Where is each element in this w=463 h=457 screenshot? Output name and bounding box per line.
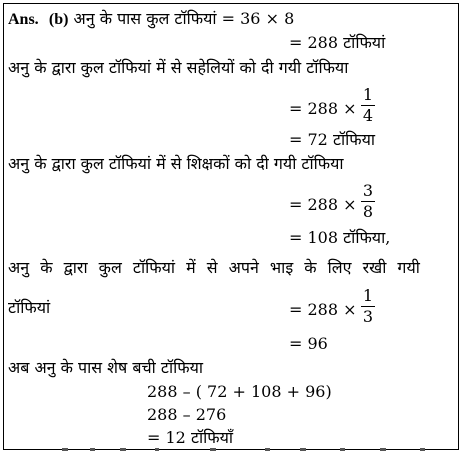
calc-step-1: 288 – ( 72 + 108 + 96) bbox=[147, 382, 332, 401]
fraction-three-eighths bbox=[361, 182, 375, 221]
line2-result: = 72 टॉफिया bbox=[289, 130, 376, 149]
fraction-numerator: 3 bbox=[362, 181, 374, 200]
calc-step-3: = 12 टॉफियाँ bbox=[147, 428, 234, 447]
fraction-denominator: 8 bbox=[362, 202, 374, 221]
fraction-one-fourth bbox=[361, 86, 375, 125]
line3-calc: = 288 × bbox=[289, 195, 357, 214]
answer-heading bbox=[8, 9, 294, 30]
fraction-numerator: 1 bbox=[362, 85, 374, 104]
line1-result: = 288 टॉफियां bbox=[289, 33, 386, 52]
fraction-one-third bbox=[361, 287, 375, 326]
line4-result: = 96 bbox=[289, 334, 328, 353]
fraction-denominator: 4 bbox=[362, 106, 374, 125]
line4-text-continued: टॉफियां bbox=[8, 298, 51, 317]
line5-text: अब अनु के पास शेष बची टॉफिया bbox=[8, 358, 203, 377]
option-label: (b) bbox=[48, 11, 69, 28]
line2-text: अनु के द्वारा कुल टॉफियां में से सहेलियों को दी गयी टॉफिया bbox=[8, 58, 349, 77]
cut-off-text-marks bbox=[0, 448, 463, 457]
line3-text: अनु के द्वारा कुल टॉफियां में से शिक्षकों को दी गयी टॉफिया bbox=[8, 154, 344, 173]
answer-box bbox=[3, 3, 459, 450]
line1-text: अनु के पास कुल टॉफियां = 36 × 8 bbox=[73, 9, 295, 28]
calc-step-2: 288 – 276 bbox=[147, 405, 227, 424]
line2-calc: = 288 × bbox=[289, 99, 357, 118]
next-line-fragment bbox=[0, 448, 463, 457]
fraction-denominator: 3 bbox=[362, 307, 374, 326]
line4-text: अनु के द्वारा कुल टॉफियां में से अपने भाइ के लिए रखी गयी bbox=[8, 258, 420, 277]
fraction-numerator: 1 bbox=[362, 286, 374, 305]
line4-calc: = 288 × bbox=[289, 300, 357, 319]
ans-label: Ans. bbox=[8, 11, 39, 28]
line3-result: = 108 टॉफिया, bbox=[289, 228, 391, 247]
